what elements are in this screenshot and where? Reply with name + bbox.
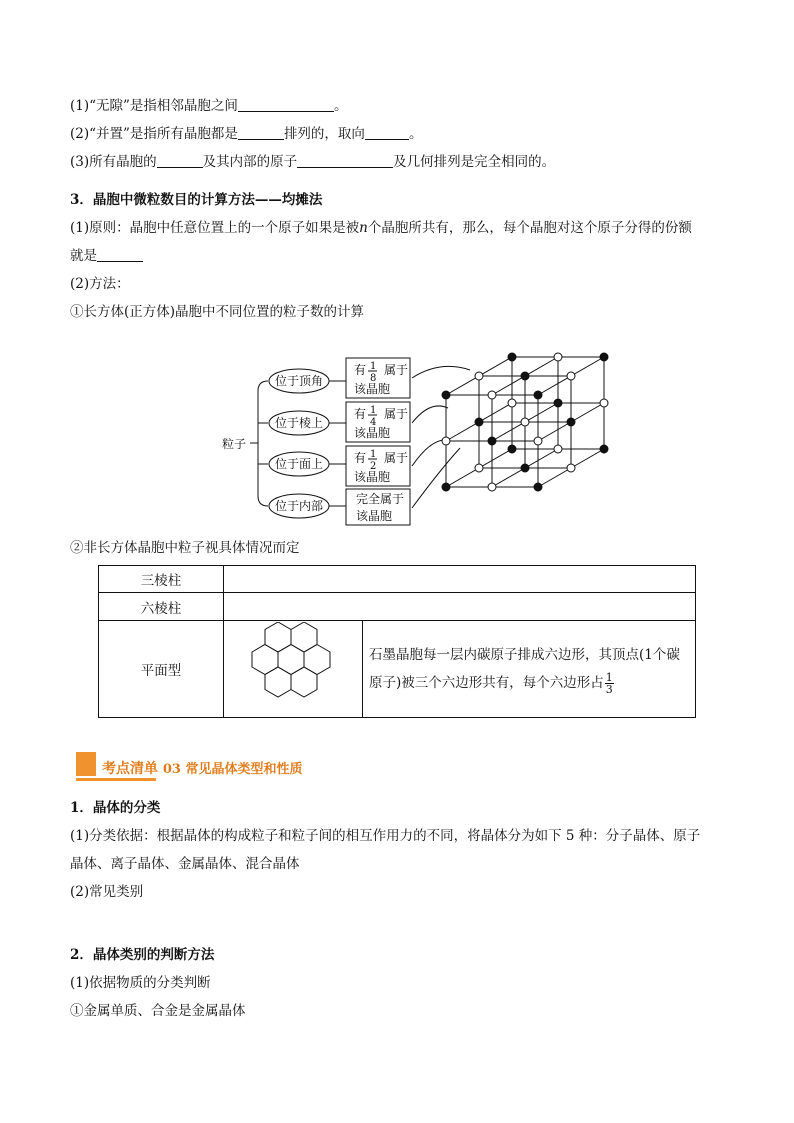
share-4-post: 完全属于	[356, 492, 405, 506]
row-content	[224, 593, 696, 621]
share-2-pre: 有	[354, 407, 367, 421]
atom-black	[534, 391, 542, 399]
blank-6[interactable]	[97, 247, 143, 262]
hexagon	[252, 645, 278, 675]
atom-white	[567, 464, 575, 472]
para-a2: (2)常见类别	[70, 884, 144, 900]
var-n: n	[359, 220, 368, 236]
share-3-post: 属于	[384, 451, 409, 465]
atom-white	[567, 372, 575, 380]
hex-cell	[224, 621, 363, 718]
text: (3)所有晶胞的	[70, 154, 157, 170]
lattice-line	[446, 403, 512, 441]
share-3-num: 1	[370, 449, 377, 460]
diagram-root-label: 粒子	[222, 437, 247, 451]
hexagon	[278, 645, 304, 675]
text: 。	[333, 98, 348, 114]
text: 考点清单	[102, 761, 158, 777]
lattice-line	[446, 357, 512, 395]
para-a4: ①金属单质、合金是金属晶体	[70, 1003, 246, 1019]
hexagon	[291, 622, 317, 652]
section-underline	[76, 778, 156, 781]
fraction	[605, 672, 614, 695]
section-subtitle: 03 常见晶体类型和性质	[162, 762, 303, 777]
lattice-line	[538, 449, 604, 487]
atom-black	[567, 418, 575, 426]
text: 及其内部的原子	[202, 154, 298, 170]
atom-black	[508, 353, 516, 361]
hexagon	[291, 667, 317, 697]
row-label: 三棱柱	[99, 566, 224, 593]
share-2-den: 4	[370, 417, 377, 428]
lattice-line	[538, 357, 604, 395]
line-1	[70, 96, 347, 116]
atom-white	[600, 399, 608, 407]
atom-black	[521, 372, 529, 380]
share-2-post: 属于	[384, 407, 409, 421]
lattice-line	[446, 449, 512, 487]
blank-2[interactable]	[238, 125, 284, 140]
atom-black	[600, 353, 608, 361]
row-text-2	[369, 669, 689, 697]
text: 个晶胞所共有，那么，每个晶胞对这个原子分得的份额	[367, 220, 692, 236]
section-title	[102, 758, 303, 778]
para-a1: (1)分类依据：根据晶体的构成粒子和粒子间的相互作用力的不同，将晶体分为如下 5 种：分子晶体、原子	[70, 828, 701, 844]
table-row	[99, 621, 696, 718]
share-3-pre: 有	[354, 451, 367, 465]
atom-white	[488, 483, 496, 491]
row-content	[363, 621, 696, 718]
atom-black	[534, 483, 542, 491]
row-label: 六棱柱	[99, 593, 224, 621]
para-1b	[70, 246, 143, 266]
blank-1[interactable]	[238, 97, 334, 112]
lattice-line	[492, 357, 558, 395]
share-1-line2: 该晶胞	[354, 382, 391, 396]
share-2-line2: 该晶胞	[354, 426, 391, 440]
text: (2)“并置”是指所有晶胞都是	[70, 126, 238, 142]
share-3-line2: 该晶胞	[354, 470, 391, 484]
pos-interior: 位于内部	[274, 499, 324, 513]
share-1-den: 8	[370, 373, 377, 384]
atom-white	[442, 437, 450, 445]
line-2	[70, 124, 422, 144]
frac-num: 1	[605, 671, 613, 684]
hexagon	[304, 645, 330, 675]
share-3-den: 2	[370, 461, 377, 472]
atom-white	[488, 391, 496, 399]
heading-2: 2．晶体类别的判断方法	[70, 947, 215, 963]
pos-face: 位于面上	[274, 457, 324, 471]
atom-white	[521, 418, 529, 426]
atom-black	[508, 445, 516, 453]
frac-den: 3	[605, 683, 613, 696]
share-1-post: 属于	[384, 363, 409, 377]
para-a1b: 晶体、离子晶体、金属晶体、混合晶体	[70, 856, 300, 872]
row-label: 平面型	[99, 621, 224, 718]
section-header	[76, 750, 336, 784]
text: 。	[408, 126, 423, 142]
atom-white	[534, 437, 542, 445]
blank-5[interactable]	[297, 153, 393, 168]
heading-3: 3．晶胞中微粒数目的计算方法——均摊法	[70, 192, 323, 208]
text: (1)“无隙”是指相邻晶胞之间	[70, 98, 238, 114]
line-3	[70, 152, 555, 172]
method-1: ①长方体(正方体)晶胞中不同位置的粒子数的计算	[70, 304, 365, 320]
heading-1: 1．晶体的分类	[70, 800, 161, 816]
para-a3: (1)依据物质的分类判断	[70, 975, 211, 991]
atom-black	[488, 437, 496, 445]
share-4-line2: 该晶胞	[356, 509, 393, 523]
blank-3[interactable]	[365, 125, 409, 140]
lattice-line	[492, 449, 558, 487]
table-row	[99, 566, 696, 593]
atom-black	[600, 445, 608, 453]
hexagon	[265, 622, 291, 652]
table-row	[99, 593, 696, 621]
pos-edge: 位于棱上	[274, 416, 324, 430]
graphite-hexagon-figure	[243, 622, 343, 712]
atom-white	[554, 353, 562, 361]
atom-white	[475, 372, 483, 380]
share-2-num: 1	[370, 405, 377, 416]
pos-vertex: 位于顶角	[274, 374, 324, 388]
blank-4[interactable]	[157, 153, 203, 168]
shape-table	[98, 565, 696, 718]
row-content	[224, 566, 696, 593]
hexagon	[265, 667, 291, 697]
text: 就是	[70, 248, 97, 264]
text: (1)原则：晶胞中任意位置上的一个原子如果是被	[70, 220, 360, 236]
section-marker-icon	[76, 752, 96, 776]
text: 排列的，取向	[283, 126, 365, 142]
para-1	[70, 218, 692, 238]
share-1-num: 1	[370, 361, 377, 372]
lattice-line	[538, 403, 604, 441]
row-text-1: 石墨晶胞每一层内碳原子排成六边形，其顶点(1个碳	[369, 647, 680, 663]
atom-white	[554, 445, 562, 453]
method-2: ②非长方体晶胞中粒子视具体情况而定	[70, 540, 300, 556]
atom-white	[475, 464, 483, 472]
atom-black	[442, 391, 450, 399]
text: 原子)被三个六边形共有，每个六边形占	[369, 675, 604, 691]
atom-black	[475, 418, 483, 426]
share-1-pre: 有	[354, 363, 367, 377]
atom-black	[554, 399, 562, 407]
atom-white	[508, 399, 516, 407]
atom-black	[521, 464, 529, 472]
lattice-line	[492, 403, 558, 441]
para-2: (2)方法：	[70, 276, 130, 292]
text: 及几何排列是完全相同的。	[393, 154, 556, 170]
atom-black	[442, 483, 450, 491]
